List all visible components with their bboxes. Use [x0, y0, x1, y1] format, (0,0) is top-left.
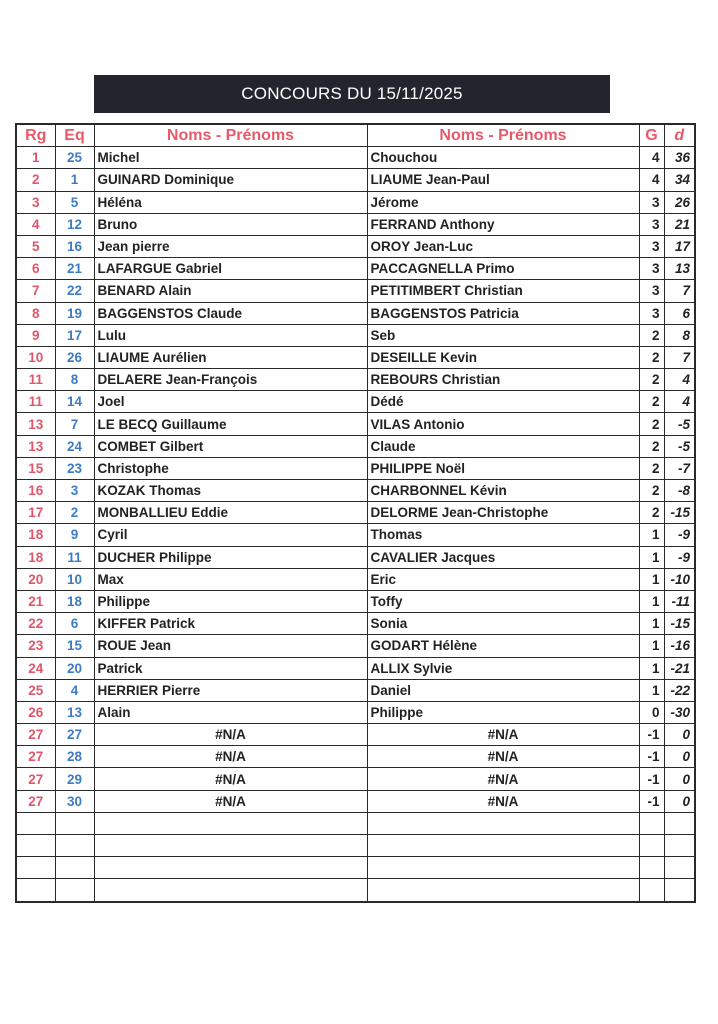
wins-cell: 2 [639, 413, 664, 435]
player-names-1: LIAUME Aurélien [94, 346, 367, 368]
player-names-1: #N/A [94, 768, 367, 790]
rank-cell: 27 [16, 768, 55, 790]
player-names-2: PETITIMBERT Christian [367, 280, 639, 302]
diff-cell: -11 [664, 590, 695, 612]
player-names-2: #N/A [367, 724, 639, 746]
table-row [16, 302, 695, 324]
player-names-2: REBOURS Christian [367, 369, 639, 391]
team-cell: 18 [55, 590, 94, 612]
diff-cell: -30 [664, 701, 695, 723]
blank-row [16, 857, 695, 879]
wins-cell: 3 [639, 280, 664, 302]
header-team: Eq [55, 124, 94, 147]
rank-cell: 17 [16, 502, 55, 524]
team-cell: 20 [55, 657, 94, 679]
team-cell: 6 [55, 613, 94, 635]
rank-cell: 26 [16, 701, 55, 723]
diff-cell: 4 [664, 391, 695, 413]
wins-cell: 3 [639, 213, 664, 235]
team-cell: 25 [55, 147, 94, 169]
team-cell: 17 [55, 324, 94, 346]
wins-cell: 4 [639, 147, 664, 169]
team-cell: 8 [55, 369, 94, 391]
empty-cell [639, 835, 664, 857]
table-row [16, 169, 695, 191]
empty-cell [639, 857, 664, 879]
player-names-2: PHILIPPE Noël [367, 457, 639, 479]
team-cell: 7 [55, 413, 94, 435]
table-row [16, 701, 695, 723]
player-names-1: Jean pierre [94, 235, 367, 257]
table-row [16, 435, 695, 457]
wins-cell: 2 [639, 324, 664, 346]
header-row [16, 124, 695, 147]
wins-cell: 1 [639, 635, 664, 657]
player-names-2: Jérome [367, 191, 639, 213]
player-names-1: Christophe [94, 457, 367, 479]
diff-cell: -16 [664, 635, 695, 657]
wins-cell: 2 [639, 369, 664, 391]
player-names-2: LIAUME Jean-Paul [367, 169, 639, 191]
table-row [16, 502, 695, 524]
player-names-1: KOZAK Thomas [94, 480, 367, 502]
table-row [16, 746, 695, 768]
empty-cell [55, 812, 94, 834]
player-names-2: CAVALIER Jacques [367, 546, 639, 568]
rank-cell: 20 [16, 568, 55, 590]
header-wins: G [639, 124, 664, 147]
empty-cell [16, 812, 55, 834]
player-names-2: Chouchou [367, 147, 639, 169]
diff-cell: 34 [664, 169, 695, 191]
diff-cell: -21 [664, 657, 695, 679]
player-names-2: #N/A [367, 746, 639, 768]
empty-cell [16, 857, 55, 879]
rank-cell: 7 [16, 280, 55, 302]
player-names-2: Philippe [367, 701, 639, 723]
team-cell: 5 [55, 191, 94, 213]
team-cell: 12 [55, 213, 94, 235]
diff-cell: 21 [664, 213, 695, 235]
player-names-1: Alain [94, 701, 367, 723]
wins-cell: 3 [639, 235, 664, 257]
player-names-1: HERRIER Pierre [94, 679, 367, 701]
empty-cell [664, 835, 695, 857]
player-names-2: FERRAND Anthony [367, 213, 639, 235]
table-row [16, 391, 695, 413]
table-row [16, 635, 695, 657]
table-row [16, 546, 695, 568]
wins-cell: 1 [639, 679, 664, 701]
team-cell: 15 [55, 635, 94, 657]
team-cell: 3 [55, 480, 94, 502]
player-names-1: Lulu [94, 324, 367, 346]
wins-cell: 1 [639, 524, 664, 546]
player-names-1: #N/A [94, 724, 367, 746]
rank-cell: 27 [16, 746, 55, 768]
team-cell: 2 [55, 502, 94, 524]
table-row [16, 191, 695, 213]
rank-cell: 18 [16, 546, 55, 568]
wins-cell: 1 [639, 613, 664, 635]
table-row [16, 679, 695, 701]
team-cell: 19 [55, 302, 94, 324]
table-row [16, 590, 695, 612]
diff-cell: -22 [664, 679, 695, 701]
team-cell: 16 [55, 235, 94, 257]
player-names-2: #N/A [367, 790, 639, 812]
table-row [16, 346, 695, 368]
diff-cell: 7 [664, 346, 695, 368]
empty-cell [367, 879, 639, 902]
wins-cell: 1 [639, 590, 664, 612]
player-names-2: VILAS Antonio [367, 413, 639, 435]
table-row [16, 324, 695, 346]
player-names-1: LE BECQ Guillaume [94, 413, 367, 435]
player-names-2: Dédé [367, 391, 639, 413]
wins-cell: 2 [639, 435, 664, 457]
team-cell: 22 [55, 280, 94, 302]
player-names-2: DELORME Jean-Christophe [367, 502, 639, 524]
empty-cell [94, 879, 367, 902]
team-cell: 28 [55, 746, 94, 768]
team-cell: 30 [55, 790, 94, 812]
diff-cell: 4 [664, 369, 695, 391]
wins-cell: 1 [639, 657, 664, 679]
team-cell: 29 [55, 768, 94, 790]
rank-cell: 11 [16, 391, 55, 413]
rank-cell: 21 [16, 590, 55, 612]
empty-cell [367, 812, 639, 834]
results-table [15, 123, 696, 903]
empty-cell [16, 835, 55, 857]
empty-cell [55, 857, 94, 879]
rank-cell: 1 [16, 147, 55, 169]
empty-cell [94, 857, 367, 879]
player-names-1: BENARD Alain [94, 280, 367, 302]
rank-cell: 25 [16, 679, 55, 701]
team-cell: 9 [55, 524, 94, 546]
team-cell: 1 [55, 169, 94, 191]
table-row [16, 213, 695, 235]
table-row [16, 369, 695, 391]
player-names-1: GUINARD Dominique [94, 169, 367, 191]
rank-cell: 8 [16, 302, 55, 324]
table-row [16, 147, 695, 169]
player-names-2: #N/A [367, 768, 639, 790]
diff-cell: -15 [664, 613, 695, 635]
player-names-1: COMBET Gilbert [94, 435, 367, 457]
team-cell: 13 [55, 701, 94, 723]
player-names-1: DUCHER Philippe [94, 546, 367, 568]
wins-cell: -1 [639, 790, 664, 812]
diff-cell: 0 [664, 724, 695, 746]
header-diff: d [664, 124, 695, 147]
empty-cell [16, 879, 55, 902]
player-names-1: Cyril [94, 524, 367, 546]
wins-cell: 0 [639, 701, 664, 723]
wins-cell: -1 [639, 768, 664, 790]
diff-cell: -15 [664, 502, 695, 524]
rank-cell: 24 [16, 657, 55, 679]
player-names-1: #N/A [94, 746, 367, 768]
table-row [16, 258, 695, 280]
team-cell: 24 [55, 435, 94, 457]
rank-cell: 9 [16, 324, 55, 346]
rank-cell: 22 [16, 613, 55, 635]
player-names-1: MONBALLIEU Eddie [94, 502, 367, 524]
player-names-2: Thomas [367, 524, 639, 546]
empty-cell [94, 835, 367, 857]
empty-cell [664, 812, 695, 834]
player-names-1: DELAERE Jean-François [94, 369, 367, 391]
team-cell: 27 [55, 724, 94, 746]
diff-cell: -10 [664, 568, 695, 590]
player-names-2: Daniel [367, 679, 639, 701]
wins-cell: 2 [639, 480, 664, 502]
rank-cell: 11 [16, 369, 55, 391]
diff-cell: 7 [664, 280, 695, 302]
team-cell: 23 [55, 457, 94, 479]
player-names-1: LAFARGUE Gabriel [94, 258, 367, 280]
table-row [16, 457, 695, 479]
diff-cell: -9 [664, 524, 695, 546]
team-cell: 26 [55, 346, 94, 368]
diff-cell: 36 [664, 147, 695, 169]
empty-cell [55, 879, 94, 902]
team-cell: 14 [55, 391, 94, 413]
player-names-2: Claude [367, 435, 639, 457]
empty-cell [367, 835, 639, 857]
player-names-1: Max [94, 568, 367, 590]
rank-cell: 27 [16, 790, 55, 812]
rank-cell: 16 [16, 480, 55, 502]
table-row [16, 280, 695, 302]
player-names-1: KIFFER Patrick [94, 613, 367, 635]
diff-cell: 0 [664, 746, 695, 768]
table-row [16, 413, 695, 435]
rank-cell: 6 [16, 258, 55, 280]
player-names-1: Bruno [94, 213, 367, 235]
diff-cell: 13 [664, 258, 695, 280]
empty-cell [639, 879, 664, 902]
contest-title: CONCOURS DU 15/11/2025 [94, 75, 610, 113]
rank-cell: 27 [16, 724, 55, 746]
player-names-2: BAGGENSTOS Patricia [367, 302, 639, 324]
player-names-1: ROUE Jean [94, 635, 367, 657]
diff-cell: 17 [664, 235, 695, 257]
player-names-1: BAGGENSTOS Claude [94, 302, 367, 324]
empty-cell [664, 857, 695, 879]
rank-cell: 3 [16, 191, 55, 213]
empty-cell [639, 812, 664, 834]
wins-cell: 4 [639, 169, 664, 191]
player-names-2: PACCAGNELLA Primo [367, 258, 639, 280]
rank-cell: 10 [16, 346, 55, 368]
table-row [16, 235, 695, 257]
diff-cell: -5 [664, 435, 695, 457]
diff-cell: 6 [664, 302, 695, 324]
header-names-2: Noms - Prénoms [367, 124, 639, 147]
rank-cell: 23 [16, 635, 55, 657]
player-names-1: Patrick [94, 657, 367, 679]
player-names-2: Eric [367, 568, 639, 590]
player-names-1: Philippe [94, 590, 367, 612]
player-names-2: ALLIX Sylvie [367, 657, 639, 679]
rank-cell: 13 [16, 435, 55, 457]
table-row [16, 724, 695, 746]
results-body [16, 147, 695, 902]
diff-cell: -7 [664, 457, 695, 479]
empty-cell [94, 812, 367, 834]
rank-cell: 2 [16, 169, 55, 191]
team-cell: 10 [55, 568, 94, 590]
player-names-2: CHARBONNEL Kévin [367, 480, 639, 502]
team-cell: 21 [55, 258, 94, 280]
diff-cell: 0 [664, 768, 695, 790]
diff-cell: 26 [664, 191, 695, 213]
table-row [16, 768, 695, 790]
wins-cell: 2 [639, 346, 664, 368]
header-names-1: Noms - Prénoms [94, 124, 367, 147]
empty-cell [367, 857, 639, 879]
rank-cell: 18 [16, 524, 55, 546]
wins-cell: 3 [639, 302, 664, 324]
rank-cell: 13 [16, 413, 55, 435]
player-names-1: Joel [94, 391, 367, 413]
diff-cell: 0 [664, 790, 695, 812]
table-row [16, 790, 695, 812]
player-names-1: Michel [94, 147, 367, 169]
diff-cell: -8 [664, 480, 695, 502]
table-row [16, 657, 695, 679]
wins-cell: 2 [639, 457, 664, 479]
empty-cell [664, 879, 695, 902]
wins-cell: -1 [639, 724, 664, 746]
blank-row [16, 812, 695, 834]
empty-cell [55, 835, 94, 857]
diff-cell: -5 [664, 413, 695, 435]
player-names-2: DESEILLE Kevin [367, 346, 639, 368]
player-names-2: GODART Hélène [367, 635, 639, 657]
blank-row [16, 835, 695, 857]
team-cell: 4 [55, 679, 94, 701]
diff-cell: -9 [664, 546, 695, 568]
wins-cell: 2 [639, 391, 664, 413]
rank-cell: 15 [16, 457, 55, 479]
player-names-2: OROY Jean-Luc [367, 235, 639, 257]
blank-row [16, 879, 695, 902]
player-names-2: Sonia [367, 613, 639, 635]
table-row [16, 524, 695, 546]
player-names-2: Seb [367, 324, 639, 346]
player-names-1: #N/A [94, 790, 367, 812]
table-row [16, 568, 695, 590]
wins-cell: 1 [639, 546, 664, 568]
table-row [16, 613, 695, 635]
diff-cell: 8 [664, 324, 695, 346]
player-names-2: Toffy [367, 590, 639, 612]
team-cell: 11 [55, 546, 94, 568]
wins-cell: 2 [639, 502, 664, 524]
wins-cell: 3 [639, 191, 664, 213]
rank-cell: 4 [16, 213, 55, 235]
rank-cell: 5 [16, 235, 55, 257]
wins-cell: 1 [639, 568, 664, 590]
header-rank: Rg [16, 124, 55, 147]
wins-cell: 3 [639, 258, 664, 280]
table-row [16, 480, 695, 502]
player-names-1: Héléna [94, 191, 367, 213]
wins-cell: -1 [639, 746, 664, 768]
